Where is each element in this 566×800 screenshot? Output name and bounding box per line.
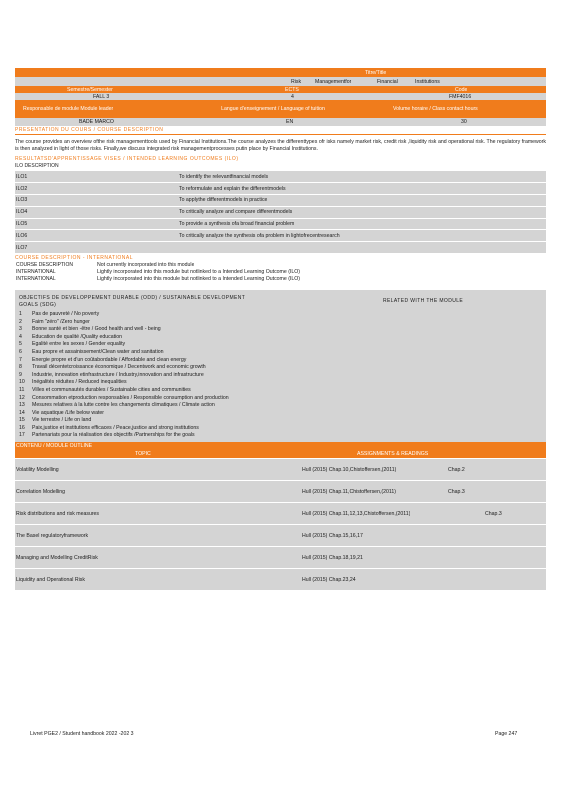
sdg-number: 7 bbox=[19, 356, 22, 363]
sdg-text: Vie terrestre / Life on land bbox=[32, 417, 92, 424]
reading-cell: Hull (2015) Chap.11,Chistoffersen,(2011) bbox=[302, 488, 397, 495]
sdg-text: Villes et communautés durables / Sustainable cities and communities bbox=[32, 386, 191, 393]
sdg-text: Inégalités réduites / Reduced inequalities bbox=[32, 379, 127, 386]
course-desc-text: Lightly incorporated into this module but notlinked to a Intended Learning Outcome (ILO) bbox=[97, 269, 301, 276]
sdg-item bbox=[15, 402, 546, 410]
semester-label: Semestre/Semester bbox=[67, 86, 113, 93]
content-row bbox=[15, 502, 546, 524]
semester-header-row bbox=[15, 86, 546, 93]
sdg-number: 9 bbox=[19, 371, 22, 378]
sdg-item bbox=[15, 425, 546, 433]
course-desc-title: COURSE DESCRIPTION - INTERNATIONAL bbox=[15, 254, 134, 261]
reading-extra-cell: Chap.3 bbox=[448, 488, 465, 495]
topic-cell: Correlation Modelling bbox=[16, 488, 66, 495]
topic-cell: Liquidity and Operational Risk bbox=[16, 576, 85, 583]
ilo-text: To critically analyze the synthesis ofa problem in lightofrecentresearch bbox=[179, 232, 340, 239]
language-value: EN bbox=[286, 119, 294, 125]
sdg-item bbox=[15, 349, 546, 357]
sdg-text: Vie aquatique /Life below water bbox=[32, 409, 105, 416]
sdg-text: Education de qualité /Quality education bbox=[32, 333, 122, 340]
ilo-title: RESULTATSD'APPRENTISSAGE VISES / INTENDED LEARNING OUTCOMES (ILO) bbox=[15, 156, 239, 163]
sdg-text: Egalité entre les sexes / Gender equality bbox=[32, 341, 126, 348]
responsable-value-row bbox=[15, 118, 546, 126]
sdg-item bbox=[15, 341, 546, 349]
course-desc-label: INTERNATIONAL bbox=[16, 269, 56, 276]
responsable-label: Responsable de module Module leader bbox=[23, 106, 114, 112]
course-name-row bbox=[15, 77, 546, 86]
sdg-text: Mesures relatives à la lutte contre les changements climatiques / Climate action bbox=[32, 402, 215, 409]
course-desc-label: COURSE DESCRIPTION bbox=[16, 262, 73, 269]
sdg-text: Travail décentetcroissance économique / Decentwork and economic growth bbox=[32, 364, 206, 371]
reading-cell: Hull (2015) Chap.15,16,17 bbox=[302, 532, 363, 539]
course-name-word: Managementfor bbox=[315, 78, 352, 85]
ilo-id: ILO6 bbox=[16, 232, 28, 239]
ilo-text: To critically analyze and compare differentmodels bbox=[179, 209, 293, 216]
content-table bbox=[15, 458, 546, 590]
sdg-item bbox=[15, 432, 546, 440]
sdg-number: 15 bbox=[19, 417, 25, 424]
code-value: FMF4016 bbox=[449, 93, 472, 100]
course-desc-table bbox=[15, 262, 546, 283]
page-number: Page 247 bbox=[495, 731, 518, 737]
content-row bbox=[15, 546, 546, 568]
course-desc-label: INTERNATIONAL bbox=[16, 276, 56, 283]
sdg-number: 8 bbox=[19, 364, 22, 371]
module-sheet bbox=[15, 68, 546, 590]
course-desc-row bbox=[15, 262, 546, 269]
sdg-item bbox=[15, 372, 546, 380]
sdg-text: Partenariats pour la réalisation des objectifs /Partnerships for the goals bbox=[32, 432, 195, 439]
sdg-number: 4 bbox=[19, 333, 22, 340]
sdg-item bbox=[15, 326, 546, 334]
ilo-table bbox=[15, 170, 546, 253]
volume-value: 30 bbox=[461, 119, 467, 125]
ilo-text: To applythe differentmodels in practice bbox=[179, 197, 268, 204]
sdg-item bbox=[15, 410, 546, 418]
content-title: CONTENU / MODULE OUTLINE bbox=[16, 443, 93, 450]
ilo-id: ILO3 bbox=[16, 197, 28, 204]
sdg-text: Industrie, innovation etinfrastructure / Industry,innovation and infrastructure bbox=[32, 371, 204, 378]
course-name-word: Risk bbox=[291, 78, 302, 85]
topic-cell: The Basel regulatoryframework bbox=[16, 532, 89, 539]
sdg-text: Faim "zéro" /Zero hunger bbox=[32, 318, 90, 325]
reading-cell: Hull (2015) Chap.11,12,13,Chistoffersen,(2011) bbox=[302, 510, 411, 517]
content-row bbox=[15, 524, 546, 546]
responsable-value: BADE MARCO bbox=[79, 119, 114, 125]
ilo-id: ILO1 bbox=[16, 173, 28, 180]
sdg-number: 12 bbox=[19, 394, 25, 401]
sdg-number: 10 bbox=[19, 379, 25, 386]
sdg-title: OBJECTIFS DE DEVELOPPEMENT DURABLE (ODD) / SUSTAINABLE DEVELOPMENT GOALS (SDG) bbox=[19, 294, 246, 308]
content-title-bar bbox=[15, 442, 546, 450]
reading-cell: Hull (2015) Chap.23,24 bbox=[302, 576, 356, 583]
volume-label: Volume horaire / Class contact hours bbox=[393, 106, 478, 112]
sdg-number: 5 bbox=[19, 341, 22, 348]
content-row bbox=[15, 568, 546, 590]
ilo-row bbox=[15, 206, 546, 218]
responsable-header-row bbox=[15, 100, 546, 118]
sdg-number: 13 bbox=[19, 402, 25, 409]
reading-cell: Hull (2015) Chap.18,19,21 bbox=[302, 554, 363, 561]
sdg-item bbox=[15, 379, 546, 387]
ilo-text: To provide a synthesis ofa broad financial problem bbox=[179, 220, 295, 227]
sdg-item bbox=[15, 357, 546, 365]
sdg-number: 14 bbox=[19, 409, 25, 416]
ilo-row bbox=[15, 194, 546, 206]
sdg-text: Eau propre et assainissement/Clean water and sanitation bbox=[32, 348, 164, 355]
sdg-item bbox=[15, 319, 546, 327]
language-label: Langue d'enseignement / Language of tuition bbox=[221, 106, 325, 112]
course-desc-text: Lightly incorporated into this module but notlinked to a Intended Learning Outcome (ILO) bbox=[97, 276, 301, 283]
sdg-number: 3 bbox=[19, 326, 22, 333]
ilo-row bbox=[15, 182, 546, 194]
sdg-text: Energie propre et d'un coûtabordable / Affordable and clean energy bbox=[32, 356, 187, 363]
sdg-number: 1 bbox=[19, 310, 22, 317]
reading-cell: Hull (2015) Chap.10,Chistoffersen,(2011) bbox=[302, 466, 397, 473]
sdg-number: 2 bbox=[19, 318, 22, 325]
sdg-item bbox=[15, 417, 546, 425]
sdg-block bbox=[15, 290, 546, 442]
ilo-row bbox=[15, 218, 546, 230]
course-desc-text: Not currently incorporated into this module bbox=[97, 262, 195, 269]
content-header-row bbox=[15, 450, 546, 458]
ilo-id: ILO4 bbox=[16, 209, 28, 216]
sdg-text: Pas de pauvreté / No poverty bbox=[32, 310, 100, 317]
ilo-row bbox=[15, 241, 546, 253]
course-desc-row bbox=[15, 269, 546, 276]
sdg-related-label: RELATED WITH THE MODULE bbox=[383, 297, 464, 304]
ilo-row bbox=[15, 229, 546, 241]
topic-cell: Volatility Modelling bbox=[16, 466, 59, 473]
ilo-id: ILO2 bbox=[16, 185, 28, 192]
sdg-number: 17 bbox=[19, 432, 25, 439]
course-name-word: Institutions bbox=[415, 78, 440, 85]
topic-header: TOPIC bbox=[135, 451, 151, 458]
sdg-text: Consommation etproduction responsables / Responsible consumption and production bbox=[32, 394, 229, 401]
page-footer bbox=[30, 731, 530, 737]
ilo-col-header: ILO DESCRIPTION bbox=[15, 163, 59, 170]
sdg-item bbox=[15, 311, 546, 319]
sdg-item bbox=[15, 395, 546, 403]
sdg-number: 11 bbox=[19, 386, 25, 393]
content-row bbox=[15, 458, 546, 480]
reading-extra-cell: Chap.3 bbox=[485, 510, 502, 517]
content-row bbox=[15, 480, 546, 502]
ilo-id: ILO7 bbox=[16, 244, 28, 251]
presentation-text: The course provides an overview ofthe risk managementtools used by Financial Institutions.The course analyzes the differenttypes ofr isks namely market risk, credit risk ,liquidity risk and operational risk. The regulatory framework is then analyzed in light of those risks. Finally,we discuss integrated risk managementprocesses putin place by Financial Institutions. bbox=[15, 139, 546, 153]
sdg-list bbox=[15, 311, 546, 440]
title-bar bbox=[15, 68, 546, 77]
sdg-item bbox=[15, 334, 546, 342]
reading-extra-cell: Chap.2 bbox=[448, 466, 465, 473]
title-label: Titre/Title bbox=[365, 69, 387, 76]
ilo-id: ILO5 bbox=[16, 220, 28, 227]
sdg-item bbox=[15, 364, 546, 372]
topic-cell: Risk distributions and risk measures bbox=[16, 510, 100, 517]
ilo-row bbox=[15, 170, 546, 182]
semester-value-row bbox=[15, 93, 546, 100]
semester-value: FALL 3 bbox=[93, 93, 110, 100]
course-name-word: Financial bbox=[377, 78, 398, 85]
sdg-text: Paix,justice et institutions efficaces / Peace,justice and strong institutions bbox=[32, 424, 199, 431]
sdg-number: 16 bbox=[19, 424, 25, 431]
sdg-number: 6 bbox=[19, 348, 22, 355]
ilo-text: To reformulate and explain the differentmodels bbox=[179, 185, 286, 192]
ects-label: ECTS bbox=[285, 86, 299, 93]
presentation-title: PRESENTATION DU COURS / COURSE DESCRIPTION bbox=[15, 126, 546, 135]
topic-cell: Managing and Modelling CreditRisk bbox=[16, 554, 98, 561]
course-desc-row bbox=[15, 276, 546, 283]
sdg-item bbox=[15, 387, 546, 395]
sdg-text: Bonne santé et bien -être / Good health and well - being bbox=[32, 326, 161, 333]
ects-value: 4 bbox=[291, 93, 294, 100]
footer-handbook-label: Livret PGE2 / Student handbook 2022 -202 3 bbox=[30, 731, 134, 737]
code-label: Code bbox=[455, 86, 468, 93]
readings-header: ASSIGNMENTS & READINGS bbox=[357, 451, 429, 458]
ilo-text: To identify the relevantfinancial models bbox=[179, 173, 269, 180]
